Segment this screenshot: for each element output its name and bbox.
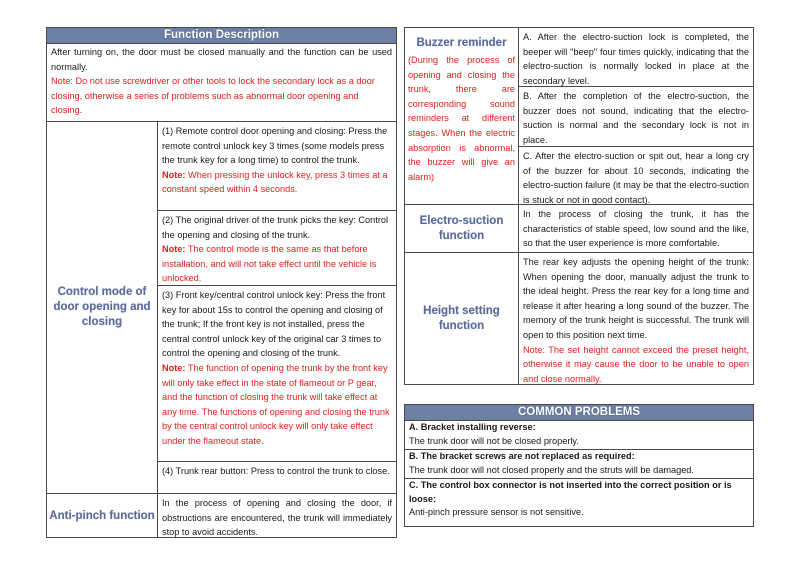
problem-a-body: The trunk door will not be closed properly. [409,435,579,446]
height-setting-cell [519,253,753,384]
control-mode-label: Control mode of door opening and closing [47,122,158,493]
problem-b-head: B. The bracket screws are not replaced as required: [409,451,635,461]
electro-suction-section [405,205,753,253]
problem-a [405,421,753,450]
item-2-note: The control mode is the same as that before installation, and will not take effect until the vehicle is unlocked. [162,244,377,284]
intro-section [47,44,396,122]
control-mode-item-2 [158,211,396,286]
control-mode-section [47,122,396,494]
buzzer-label: Buzzer reminder [416,37,507,49]
item-1-note-label: Note: [162,169,186,180]
electro-suction-label: Electro-suction function [405,205,519,252]
buzzer-item-b: B. After the completion of the electro-suction, the buzzer does not sound, indicating that the electro-suction is normal and the secondary lock is not in place. [519,87,753,147]
item-3-text: (3) Front key/central control unlock key: Press the front key for about 15s to control the opening and closing of the trunk; If the front key is not installed, press the central control unlock key of the original car 3 times to control the opening and closing of the trunk. [162,290,386,359]
anti-pinch-text: In the process of opening and closing the door, if obstructions are encountered, the trunk will immediately stop to avoid accidents. [162,498,392,538]
problem-c-head: C. The control box connector is not inserted into the correct position or is loose: [409,480,732,504]
function-description-panel [46,27,397,538]
item-2-text: (2) The original driver of the trunk picks the key: Control the opening and closing of the trunk. [162,215,389,240]
problem-c [405,479,753,521]
item-3-note-label: Note: [162,362,186,373]
control-mode-item-3 [158,286,396,462]
item-1-text: (1) Remote control door opening and closing: Press the remote control unlock key 3 times (some models press the trunk key for a long time) to control the trunk. [162,126,388,166]
height-setting-label: Height setting function [405,253,519,384]
anti-pinch-section [47,494,396,538]
item-1-note: When pressing the unlock key, press 3 times at a constant speed within 4 seconds. [162,169,388,195]
height-setting-note: Note: The set height cannot exceed the preset height, otherwise it may cause the door to be unable to open and close normally. [523,344,749,384]
electro-suction-text: In the process of closing the trunk, it has the characteristics of stable speed, low sound and the like, so that the user experience is more comfortable. [523,209,749,249]
common-problems-panel [404,404,754,527]
problem-b [405,450,753,479]
item-3-note: The function of opening the trunk by the front key will only take effect in the state of flameout or P gear, and the function of closing the trunk will take effect at any time. The functions of opening and closing the trunk by the central control unlock key will only take effect under the flameout state. [162,362,390,446]
buzzer-item-a: A. After the electro-suction lock is completed, the beeper will "beep" four times quickly, indicating that the electro-suction is normally locked in place at the secondary level. [519,28,753,87]
height-setting-text: The rear key adjusts the opening height of the trunk: When opening the door, manually adjust the trunk to the ideal height. Press the rear key for a long time and release it after hearing a long sound of the buzzer. The memory of the trunk height is successful. The trunk will open to this position next time. [523,257,749,340]
problem-b-body: The trunk door will not closed properly and the struts will be damaged. [409,464,694,475]
buzzer-section [405,28,753,205]
features-panel [404,27,754,385]
control-mode-item-4 [158,462,396,493]
function-description-title: Function Description [47,28,396,44]
control-mode-item-1 [158,122,396,211]
common-problems-title: COMMON PROBLEMS [405,405,753,421]
anti-pinch-label: Anti-pinch function [47,494,158,538]
item-2-note-label: Note: [162,244,186,255]
buzzer-item-c: C. After the electro-suction or spit out, hear a long cry of the buzzer for about 10 seconds, indicating the electro-suction failure (it may be that the electro-suction is stuck or not in good contact). [523,151,749,205]
problem-c-body: Anti-pinch pressure sensor is not sensitive. [409,507,584,517]
item-4-text: (4) Trunk rear button: Press to control the trunk to close. [162,466,390,476]
height-setting-section [405,253,753,384]
buzzer-sub: (During the process of opening and closing the trunk, there are corresponding sound reminders at different stages. When the electric absorption is abnormal, the buzzer will give an alarm) [408,55,515,182]
problem-a-head: A. Bracket installing reverse: [409,422,536,432]
intro-text: After turning on, the door must be closed manually and the function can be used normally. [51,47,392,72]
intro-note: Note: Do not use screwdriver or other tools to lock the secondary lock as a door closing, otherwise a series of problems such as abnormal door opening and closing. [51,76,375,116]
buzzer-label-cell [405,28,519,204]
